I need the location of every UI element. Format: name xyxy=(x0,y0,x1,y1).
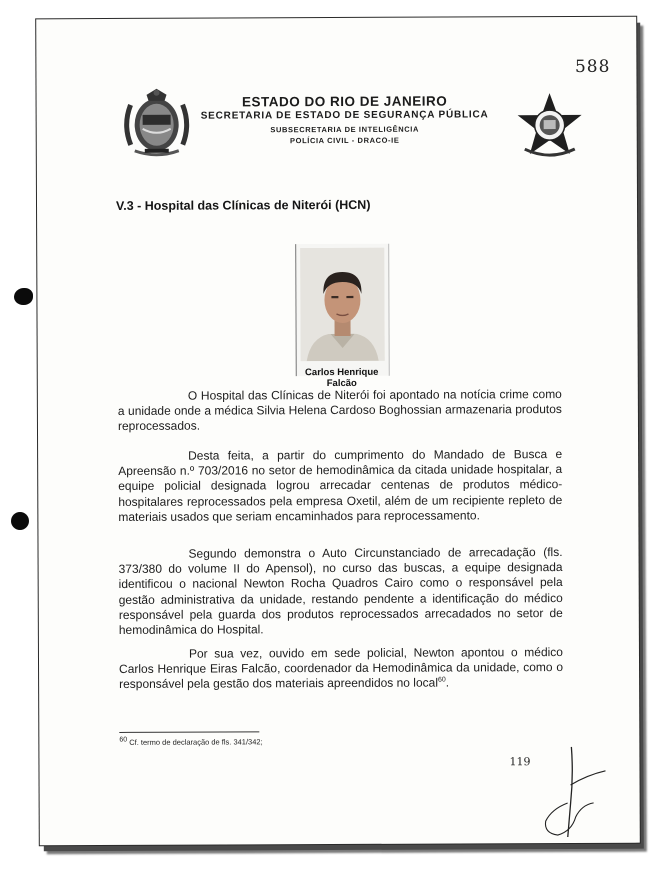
paragraph-4-text: Por sua vez, ouvido em sede policial, Newton apontou o médico Carlos Henrique Eiras Falcão, coordenador da Hemodinâmica da unidade, como o responsável pela gestão dos materiais apreendidos no local xyxy=(119,645,564,692)
section-title: V.3 - Hospital das Clínicas de Niterói (HCN) xyxy=(115,197,371,213)
header-state: ESTADO DO RIO DE JANEIRO xyxy=(241,93,448,110)
paragraph-2: Desta feita, a partir do cumprimento do Mandado de Busca e Apreensão n.º 703/2016 no setor de hemodinâmica da citada unidade hospitalar, a equipe policial designada logrou arrecadar centenas de produtos médico-hospitalares reprocessados pela empresa Oxetil, além de um recipiente repleto de materiais usados que seriam encaminhados para reprocessamento. xyxy=(118,447,563,524)
document-page xyxy=(36,17,640,846)
handwritten-signature xyxy=(537,745,617,841)
paragraph-4 xyxy=(119,645,563,693)
portrait-frame xyxy=(295,244,390,376)
portrait-caption-line2: Falcão xyxy=(326,377,357,389)
portrait-photo xyxy=(300,248,384,361)
paragraph-1: O Hospital das Clínicas de Niterói foi apontado na notícia crime como a unidade onde a médica Silvia Helena Cardoso Boghossian armazenaria produtos reprocessados. xyxy=(117,387,562,434)
punch-hole-bottom xyxy=(11,512,29,530)
footnote-text: Cf. termo de declaração de fls. 341/342; xyxy=(127,737,263,747)
header-subsecretariat: SUBSECRETARIA DE INTELIGÊNCIA xyxy=(270,124,420,135)
header-secretariat: SECRETARIA DE ESTADO DE SEGURANÇA PÚBLICA xyxy=(200,109,489,122)
footnote xyxy=(119,737,262,747)
footnote-number: 60 xyxy=(119,736,128,744)
footnote-reference: 60 xyxy=(437,676,446,684)
portrait-caption xyxy=(290,368,394,389)
page-stamp-number: 588 xyxy=(574,56,611,77)
footnote-divider xyxy=(119,731,259,733)
paragraph-4-end: . xyxy=(445,675,450,690)
paragraph-3: Segundo demonstra o Auto Circunstanciado de arrecadação (fls. 373/380 do volume II do Apensol), no curso das buscas, a equipe designada identificou o nacional Newton Rocha Quadros Cairo como o responsável pela gestão administrativa da unidade, restando pendente a identificação do médico responsável pela guarda dos produtos reprocessados arrecadados no setor de hemodinâmica do Hospital. xyxy=(118,545,563,637)
header-division: POLÍCIA CIVIL - DRACO-IE xyxy=(290,135,400,146)
punch-hole-top xyxy=(14,288,33,305)
portrait-caption-line1: Carlos Henrique xyxy=(305,366,379,379)
page-number-bottom: 119 xyxy=(509,755,531,769)
